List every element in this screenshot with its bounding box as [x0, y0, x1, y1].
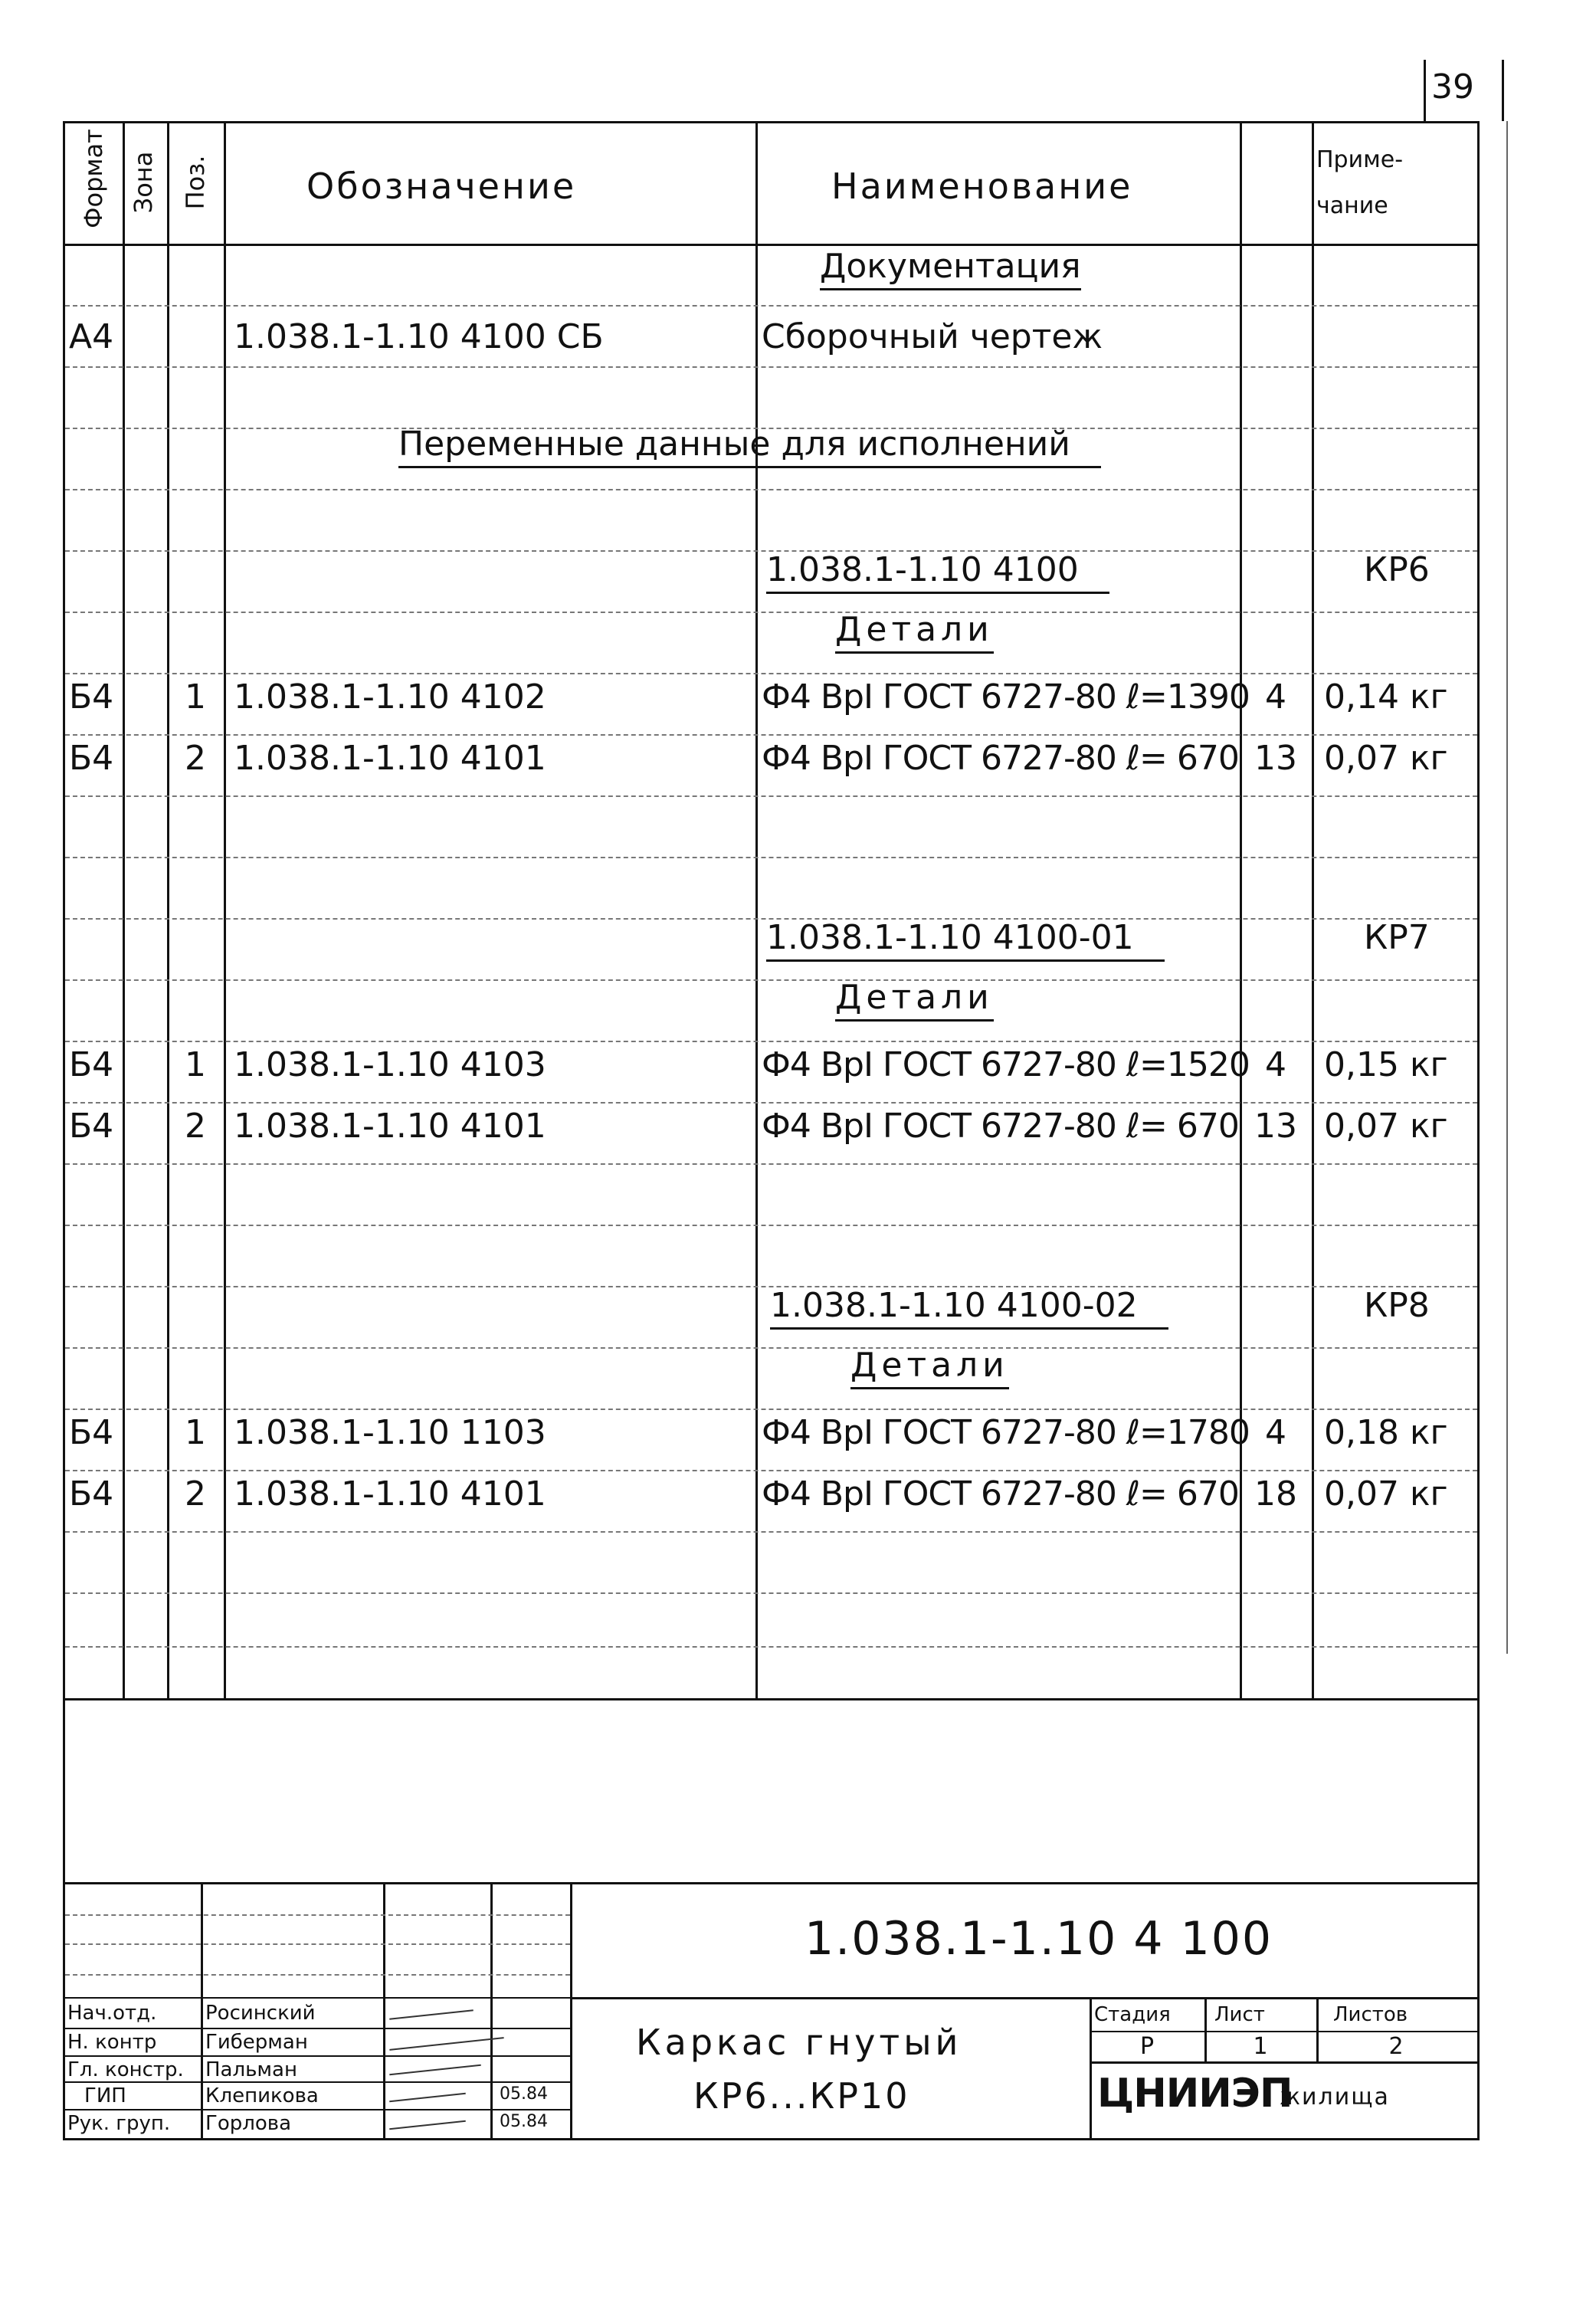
sig-mark [389, 2037, 503, 2051]
col-border-qty [1312, 121, 1314, 1698]
row-qty: 4 [1265, 677, 1286, 717]
row-designation: 1.038.1-1.10 4101 [234, 1474, 546, 1514]
row-format: Б4 [69, 1474, 114, 1514]
col-border-left [63, 121, 65, 1698]
sig-name: Горлова [205, 2112, 292, 2135]
doc-code: 1.038.1-1.10 4 100 [805, 1912, 1273, 1966]
row-pos: 1 [185, 1045, 206, 1084]
row-sep [65, 1102, 1477, 1104]
row-name: Ф4 ВрI ГОСТ 6727-80 ℓ= 670 [762, 1474, 1239, 1514]
col-border-name [1240, 121, 1242, 1698]
col-border-format [123, 121, 125, 1698]
tb-sig-row [63, 2055, 570, 2057]
row-note: 0,18 кг [1324, 1413, 1448, 1452]
tb-sig-col [490, 1882, 493, 2138]
sig-date: 05.84 [500, 2112, 548, 2131]
sig-name: Гиберман [205, 2031, 308, 2054]
doc-format: А4 [69, 317, 114, 356]
sheet-number-box-right [1502, 60, 1504, 121]
row-note: 0,07 кг [1324, 1474, 1448, 1514]
row-format: Б4 [69, 1107, 114, 1146]
row-qty: 13 [1254, 739, 1297, 778]
tb-sig-col [201, 1882, 203, 2138]
right-margin-line [1506, 121, 1508, 1654]
row-qty: 4 [1265, 1045, 1286, 1084]
header-designation: Обозначение [306, 166, 577, 207]
row-pos: 1 [185, 1413, 206, 1452]
row-sep [65, 1163, 1477, 1165]
header-pos: Поз. [181, 155, 210, 210]
row-name: Ф4 ВрI ГОСТ 6727-80 ℓ=1780 [762, 1413, 1250, 1452]
row-sep [65, 673, 1477, 674]
variant-mark: КР7 [1364, 918, 1430, 957]
row-sep [65, 366, 1477, 368]
title-line-1: Каркас гнутый [636, 2022, 962, 2063]
tb-sig-row [65, 1974, 570, 1976]
row-name: Ф4 ВрI ГОСТ 6727-80 ℓ= 670 [762, 739, 1239, 778]
row-sep [65, 1592, 1477, 1594]
tb-bottom-border [63, 2138, 1477, 2140]
details-title: Детали [835, 613, 994, 654]
sig-mark [389, 2093, 466, 2102]
details-title: Детали [850, 1349, 1009, 1389]
row-pos: 2 [185, 1107, 206, 1146]
sig-mark [389, 2009, 474, 2019]
sig-name: Клепикова [205, 2084, 319, 2107]
variant-code: 1.038.1-1.10 4100 [766, 553, 1109, 594]
row-note: 0,07 кг [1324, 739, 1448, 778]
sig-date: 05.84 [500, 2084, 548, 2104]
row-designation: 1.038.1-1.10 1103 [234, 1413, 546, 1452]
sig-role: Рук. груп. [67, 2112, 171, 2135]
title-line-2: КР6...КР10 [693, 2075, 910, 2117]
sig-mark [389, 2065, 481, 2076]
row-sep [65, 1347, 1477, 1349]
variant-mark: КР6 [1364, 550, 1430, 589]
org-logo: ЦНИИЭП [1097, 2071, 1293, 2117]
row-note: 0,07 кг [1324, 1107, 1448, 1146]
row-name: Ф4 ВрI ГОСТ 6727-80 ℓ=1390 [762, 677, 1250, 717]
table-top-border [63, 121, 1477, 123]
variant-code: 1.038.1-1.10 4100-01 [766, 921, 1165, 962]
sheet-label: Лист [1214, 2003, 1265, 2026]
row-sep [65, 1225, 1477, 1226]
row-pos: 1 [185, 677, 206, 717]
row-qty: 18 [1254, 1474, 1297, 1514]
row-note: 0,14 кг [1324, 677, 1448, 717]
sig-role: ГИП [84, 2084, 126, 2107]
col-border-pos [224, 121, 226, 1698]
sheet-number-box-left [1424, 60, 1426, 121]
tb-right-border [1477, 1698, 1480, 2140]
row-pos: 2 [185, 1474, 206, 1514]
org-suffix: жилища [1280, 2084, 1390, 2110]
row-format: Б4 [69, 1413, 114, 1452]
row-sep [65, 489, 1477, 490]
sig-mark [389, 2120, 466, 2130]
row-format: Б4 [69, 739, 114, 778]
variable-data-title: Переменные данные для исполнений [398, 428, 1101, 468]
row-designation: 1.038.1-1.10 4101 [234, 1107, 546, 1146]
row-sep [65, 795, 1477, 797]
row-name: Ф4 ВрI ГОСТ 6727-80 ℓ=1520 [762, 1045, 1250, 1084]
tb-sheet-right [1316, 1997, 1319, 2063]
sheet-number: 39 [1431, 67, 1474, 107]
row-sep [65, 305, 1477, 307]
stage-value: Р [1139, 2033, 1155, 2060]
sheets-value: 2 [1388, 2033, 1404, 2060]
tb-stage-mid [1090, 2031, 1477, 2032]
row-sep [65, 1041, 1477, 1042]
tb-stage-bottom [1090, 2061, 1477, 2064]
tb-stage-right [1204, 1997, 1207, 2063]
header-format: Формат [79, 129, 108, 228]
row-sep [65, 1646, 1477, 1648]
tb-sig-row [63, 1997, 570, 1999]
row-qty: 4 [1265, 1413, 1286, 1452]
col-border-zone [167, 121, 169, 1698]
documentation-title: Документация [820, 250, 1081, 290]
row-note: 0,15 кг [1324, 1045, 1448, 1084]
variant-mark: КР8 [1364, 1286, 1430, 1325]
row-designation: 1.038.1-1.10 4103 [234, 1045, 546, 1084]
row-qty: 13 [1254, 1107, 1297, 1146]
tb-top-border [63, 1882, 1477, 1884]
tb-sig-row [65, 1943, 570, 1945]
row-format: Б4 [69, 677, 114, 717]
tb-sig-col [383, 1882, 385, 2138]
row-pos: 2 [185, 739, 206, 778]
sheet-value: 1 [1253, 2033, 1268, 2060]
col-border-designation [755, 121, 758, 1698]
variant-code: 1.038.1-1.10 4100-02 [770, 1289, 1168, 1330]
sig-name: Росинский [205, 2002, 316, 2025]
row-format: Б4 [69, 1045, 114, 1084]
doc-designation: 1.038.1-1.10 4100 СБ [234, 317, 604, 356]
row-designation: 1.038.1-1.10 4101 [234, 739, 546, 778]
header-name: Наименование [831, 166, 1133, 207]
doc-name: Сборочный чертеж [762, 317, 1103, 356]
row-sep [65, 1470, 1477, 1471]
row-sep [65, 734, 1477, 736]
row-designation: 1.038.1-1.10 4102 [234, 677, 546, 717]
tb-sig-row [63, 2109, 570, 2110]
sig-role: Нач.отд. [67, 2002, 157, 2025]
tb-code-bottom [570, 1997, 1477, 1999]
sig-role: Гл. констр. [67, 2058, 184, 2081]
header-bottom-border [63, 244, 1477, 246]
tb-title-right [1090, 1997, 1092, 2138]
stage-label: Стадия [1094, 2003, 1171, 2026]
tb-sig-col [570, 1882, 572, 2138]
tb-left-border [63, 1698, 65, 2140]
row-sep [65, 1409, 1477, 1410]
sig-role: Н. контр [67, 2031, 157, 2054]
col-border-right [1477, 121, 1480, 1698]
row-sep [65, 979, 1477, 981]
header-note-1: Приме- [1316, 146, 1404, 173]
tb-sig-row [63, 2081, 570, 2083]
header-zone: Зона [129, 151, 158, 214]
sheets-label: Листов [1333, 2003, 1408, 2026]
header-note-2: чание [1316, 192, 1388, 219]
table-bottom-border [63, 1698, 1477, 1700]
tb-sig-row [63, 2028, 570, 2029]
details-title: Детали [835, 981, 994, 1022]
row-sep [65, 612, 1477, 613]
sig-name: Пальман [205, 2058, 297, 2081]
row-sep [65, 1531, 1477, 1533]
row-name: Ф4 ВрI ГОСТ 6727-80 ℓ= 670 [762, 1107, 1239, 1146]
row-sep [65, 857, 1477, 858]
tb-sig-row [65, 1914, 570, 1916]
